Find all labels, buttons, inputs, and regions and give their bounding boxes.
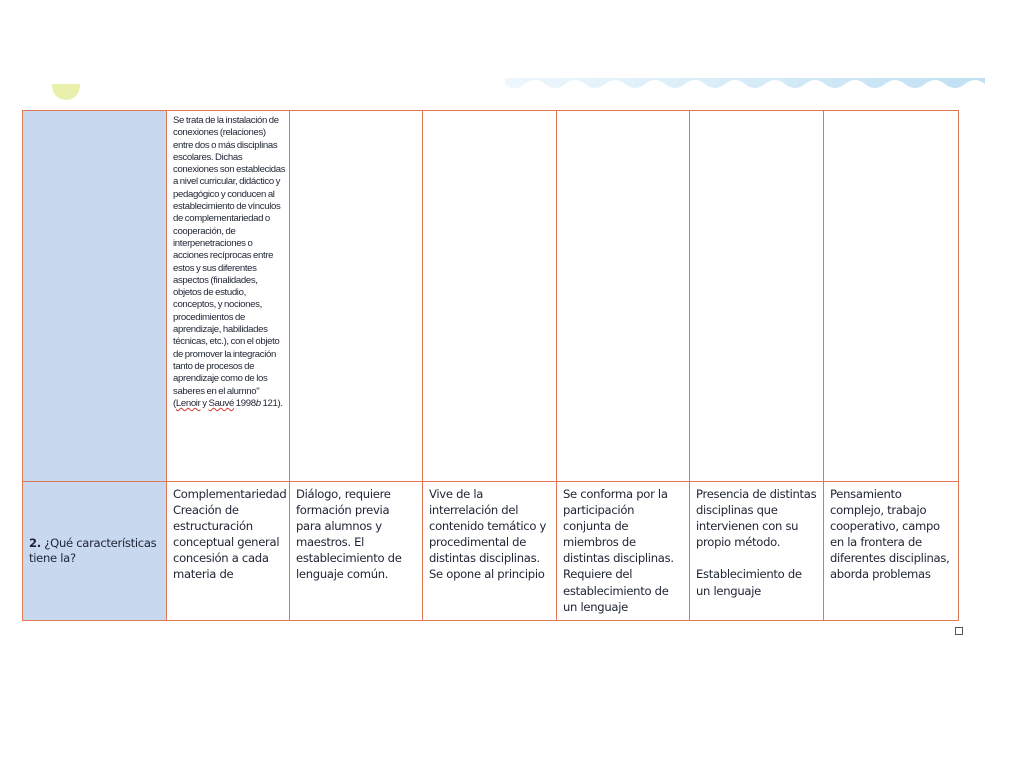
question-text: ¿Qué características tiene la? (29, 535, 157, 565)
characteristic-cell-3: Vive de la interrelación del contenido temático y procedimental de distintas disciplinas. Se opone al principio (423, 482, 557, 621)
citation-author-2: Sauvé (208, 397, 234, 409)
citation-page: 121). (260, 397, 283, 409)
characteristic-cell-2: Diálogo, requiere formación previa para alumnos y maestros. El establecimiento de lenguaje común. (290, 482, 423, 621)
table-row (23, 482, 959, 621)
comparison-table (22, 110, 959, 621)
table-cell-empty (290, 111, 423, 482)
citation-author-1: Lenoir (175, 397, 201, 409)
definition-text: Se trata de la instalación de conexiones (relaciones) entre dos o más disciplinas escolares. Dichas conexiones son establecidas a nivel curricular, didáctico y pedagógico y conducen al establecimiento de vínculos de complementariedad o cooperación, de interpenetraciones o acciones recíprocas entre estos y sus diferentes aspectos (finalidades, objetos de estudio, conceptos, y nociones, procedimientos de aprendizaje, habilidades técnicas, etc.), con el objeto de promover la integración tanto de procesos de aprendizaje como de los saberes en el alumno" ( (173, 115, 286, 409)
characteristic-cell-6: Pensamiento complejo, trabajo cooperativo, campo en la frontera de diferentes disciplinas, aborda problemas (824, 482, 959, 621)
decorative-wave-border (505, 78, 985, 94)
row-header-cell-empty (23, 111, 167, 482)
question-cell (23, 482, 167, 621)
characteristic-cell-4: Se conforma por la participación conjunta de miembros de distintas disciplinas. Requiere del establecimiento de un lenguaje (557, 482, 690, 621)
table-cell-empty (557, 111, 690, 482)
resize-handle-icon[interactable] (955, 627, 963, 635)
characteristic-cell-5: Presencia de distintas disciplinas que intervienen con su propio método. Establecimiento de un lenguaje (690, 482, 824, 621)
definition-cell (167, 111, 290, 482)
citation-year-suffix: b (255, 397, 261, 409)
table-row (23, 111, 959, 482)
table-cell-empty (824, 111, 959, 482)
question-number: 2. (29, 535, 41, 550)
table-cell-empty (690, 111, 824, 482)
citation-year: 1998 (233, 397, 256, 409)
table-cell-empty (423, 111, 557, 482)
decorative-leaf-shape (52, 84, 80, 100)
characteristic-cell-1: Complementariedad Creación de estructuración conceptual general concesión a cada materia de (167, 482, 290, 621)
citation-conjunction: y (200, 397, 209, 409)
